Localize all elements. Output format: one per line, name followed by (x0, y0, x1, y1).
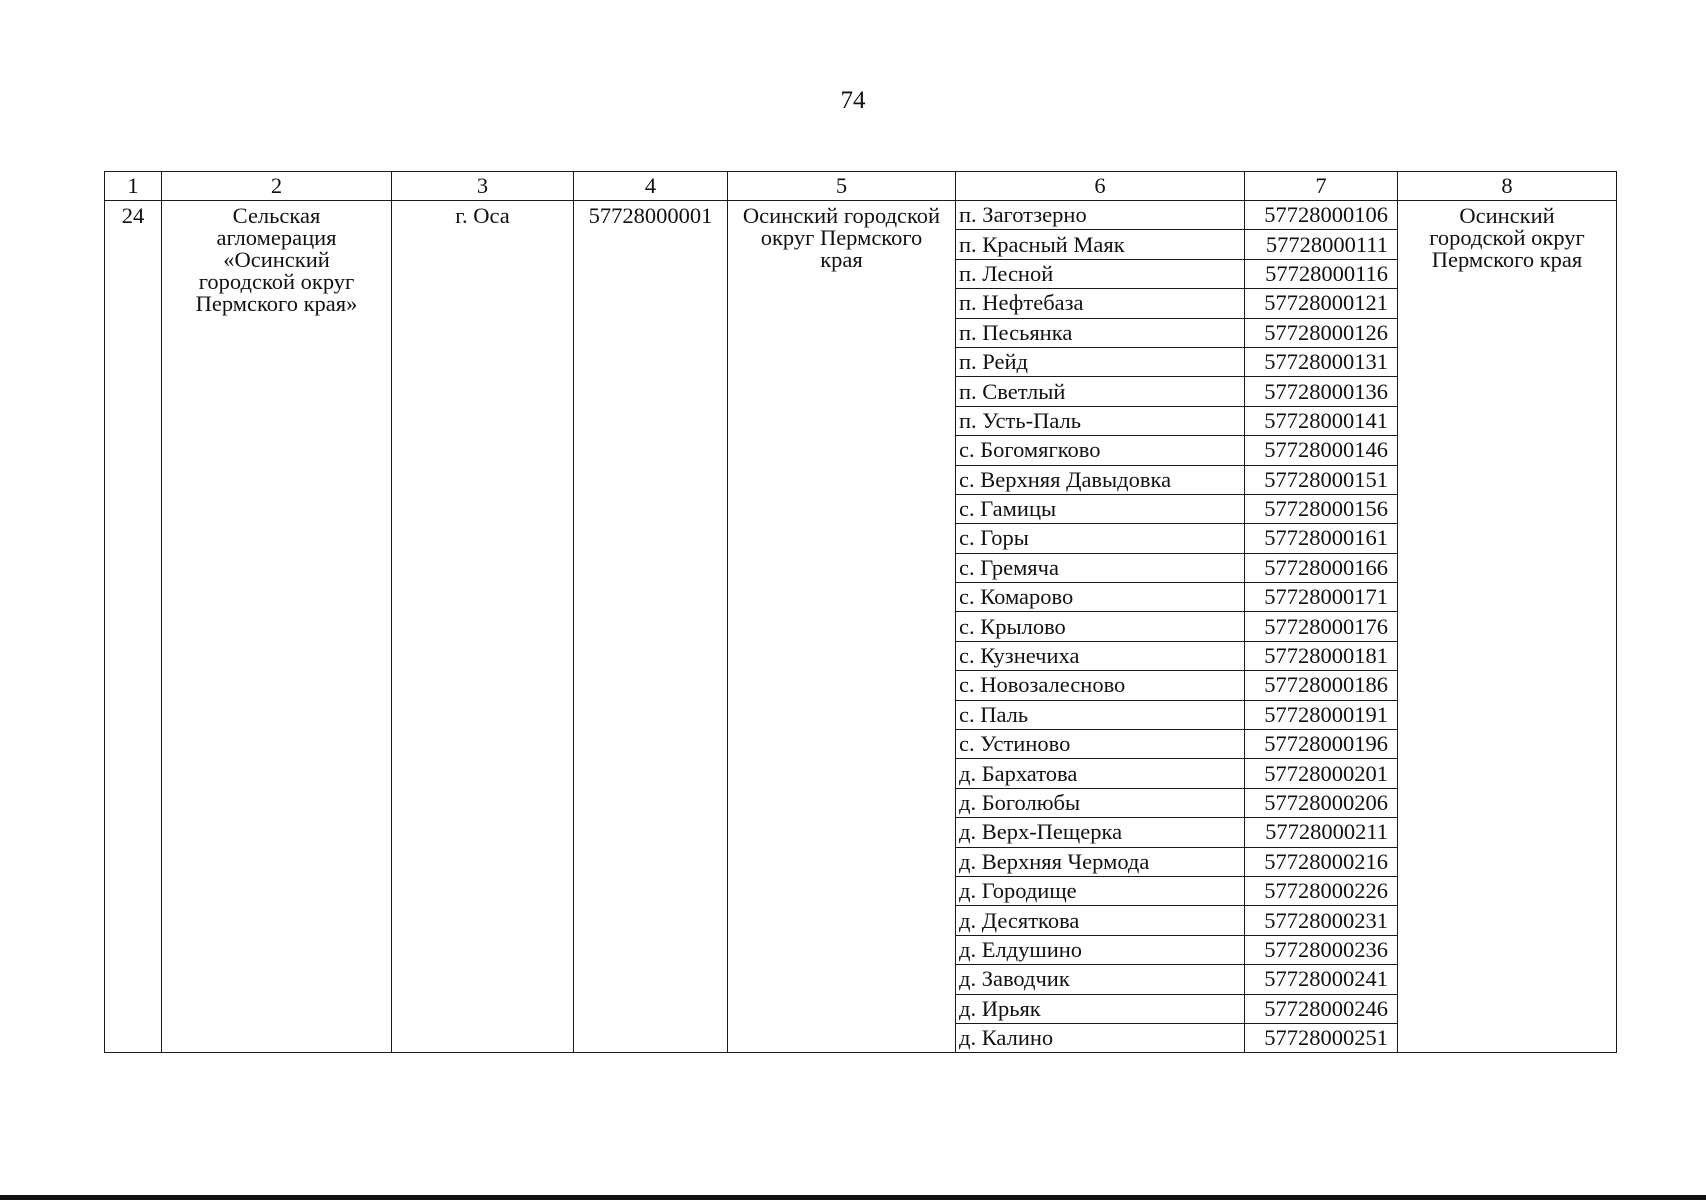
settlement-name: п. Лесной (956, 259, 1245, 288)
settlement-name: с. Новозалесново (956, 671, 1245, 700)
settlement-code: 57728000211 (1245, 818, 1398, 847)
settlement-name: с. Верхняя Давыдовка (956, 465, 1245, 494)
agglomeration-name (162, 201, 392, 1053)
settlement-code: 57728000111 (1245, 230, 1398, 259)
header-row (105, 172, 1617, 201)
settlement-name: д. Елдушино (956, 935, 1245, 964)
settlement-name: д. Заводчик (956, 965, 1245, 994)
agglomeration-line: Сельская (232, 203, 321, 228)
column-header: 7 (1245, 172, 1398, 201)
settlement-name: с. Паль (956, 700, 1245, 729)
column-header: 5 (728, 172, 956, 201)
settlement-code: 57728000116 (1245, 259, 1398, 288)
settlement-name: д. Верх-Пещерка (956, 818, 1245, 847)
municipality-line: края (820, 247, 863, 272)
settlement-code: 57728000191 (1245, 700, 1398, 729)
settlement-name: п. Светлый (956, 377, 1245, 406)
page-edge (0, 1195, 1706, 1200)
settlement-name: п. Нефтебаза (956, 289, 1245, 318)
settlements-table (104, 171, 1617, 1053)
settlement-code: 57728000246 (1245, 994, 1398, 1023)
settlement-name: с. Кузнечиха (956, 641, 1245, 670)
settlement-name: п. Красный Маяк (956, 230, 1245, 259)
column-header: 6 (956, 172, 1245, 201)
column-header: 1 (105, 172, 162, 201)
column-header: 8 (1398, 172, 1617, 201)
settlement-name: п. Заготзерно (956, 201, 1245, 230)
settlement-name: п. Рейд (956, 347, 1245, 376)
district-line: Осинский (1459, 203, 1555, 228)
settlement-code: 57728000136 (1245, 377, 1398, 406)
settlement-code: 57728000166 (1245, 553, 1398, 582)
municipality-name (728, 201, 956, 1053)
settlement-name: п. Песьянка (956, 318, 1245, 347)
settlement-name: с. Гамицы (956, 494, 1245, 523)
settlement-name: д. Бархатова (956, 759, 1245, 788)
district-line: Пермского края (1431, 247, 1583, 272)
settlement-name: д. Городище (956, 876, 1245, 905)
column-header: 3 (392, 172, 574, 201)
settlement-code: 57728000161 (1245, 524, 1398, 553)
agglomeration-line: Пермского края» (195, 291, 358, 316)
settlement-code: 57728000226 (1245, 876, 1398, 905)
district-line: городской округ (1429, 225, 1585, 250)
settlement-code: 57728000216 (1245, 847, 1398, 876)
settlement-name: с. Гремяча (956, 553, 1245, 582)
municipality-line: округ Пермского (760, 225, 923, 250)
settlement-code: 57728000201 (1245, 759, 1398, 788)
settlement-code: 57728000251 (1245, 1023, 1398, 1052)
settlement-code: 57728000206 (1245, 788, 1398, 817)
settlement-name: д. Десяткова (956, 906, 1245, 935)
settlement-code: 57728000131 (1245, 347, 1398, 376)
settlement-code: 57728000236 (1245, 935, 1398, 964)
settlement-code: 57728000176 (1245, 612, 1398, 641)
settlement-name: п. Усть-Паль (956, 406, 1245, 435)
settlement-code: 57728000186 (1245, 671, 1398, 700)
settlement-code: 57728000241 (1245, 965, 1398, 994)
agglomeration-line: городской округ (198, 269, 355, 294)
settlement-name: с. Крылово (956, 612, 1245, 641)
admin-center: г. Оса (392, 201, 574, 1053)
settlement-code: 57728000141 (1245, 406, 1398, 435)
settlement-code: 57728000106 (1245, 201, 1398, 230)
admin-center-code: 57728000001 (574, 201, 728, 1053)
settlement-name: д. Верхняя Чермода (956, 847, 1245, 876)
settlement-name: с. Устиново (956, 730, 1245, 759)
settlement-name: д. Ирьяк (956, 994, 1245, 1023)
page-number: 74 (840, 87, 866, 114)
table-row (105, 201, 1617, 230)
agglomeration-line: агломерация (216, 225, 337, 250)
settlement-name: д. Калино (956, 1023, 1245, 1052)
settlement-code: 57728000181 (1245, 641, 1398, 670)
settlement-code: 57728000146 (1245, 436, 1398, 465)
district-name (1398, 201, 1617, 1053)
settlement-name: с. Богомягково (956, 436, 1245, 465)
settlement-name: с. Комарово (956, 583, 1245, 612)
settlement-code: 57728000156 (1245, 494, 1398, 523)
municipality-line: Осинский городской (742, 203, 941, 228)
column-header: 2 (162, 172, 392, 201)
settlement-name: с. Горы (956, 524, 1245, 553)
settlement-name: д. Боголюбы (956, 788, 1245, 817)
settlement-code: 57728000196 (1245, 730, 1398, 759)
settlement-code: 57728000126 (1245, 318, 1398, 347)
settlement-code: 57728000171 (1245, 583, 1398, 612)
record-number: 24 (105, 201, 162, 1053)
settlement-code: 57728000151 (1245, 465, 1398, 494)
settlement-code: 57728000121 (1245, 289, 1398, 318)
settlement-code: 57728000231 (1245, 906, 1398, 935)
agglomeration-line: «Осинский (223, 247, 330, 272)
column-header: 4 (574, 172, 728, 201)
